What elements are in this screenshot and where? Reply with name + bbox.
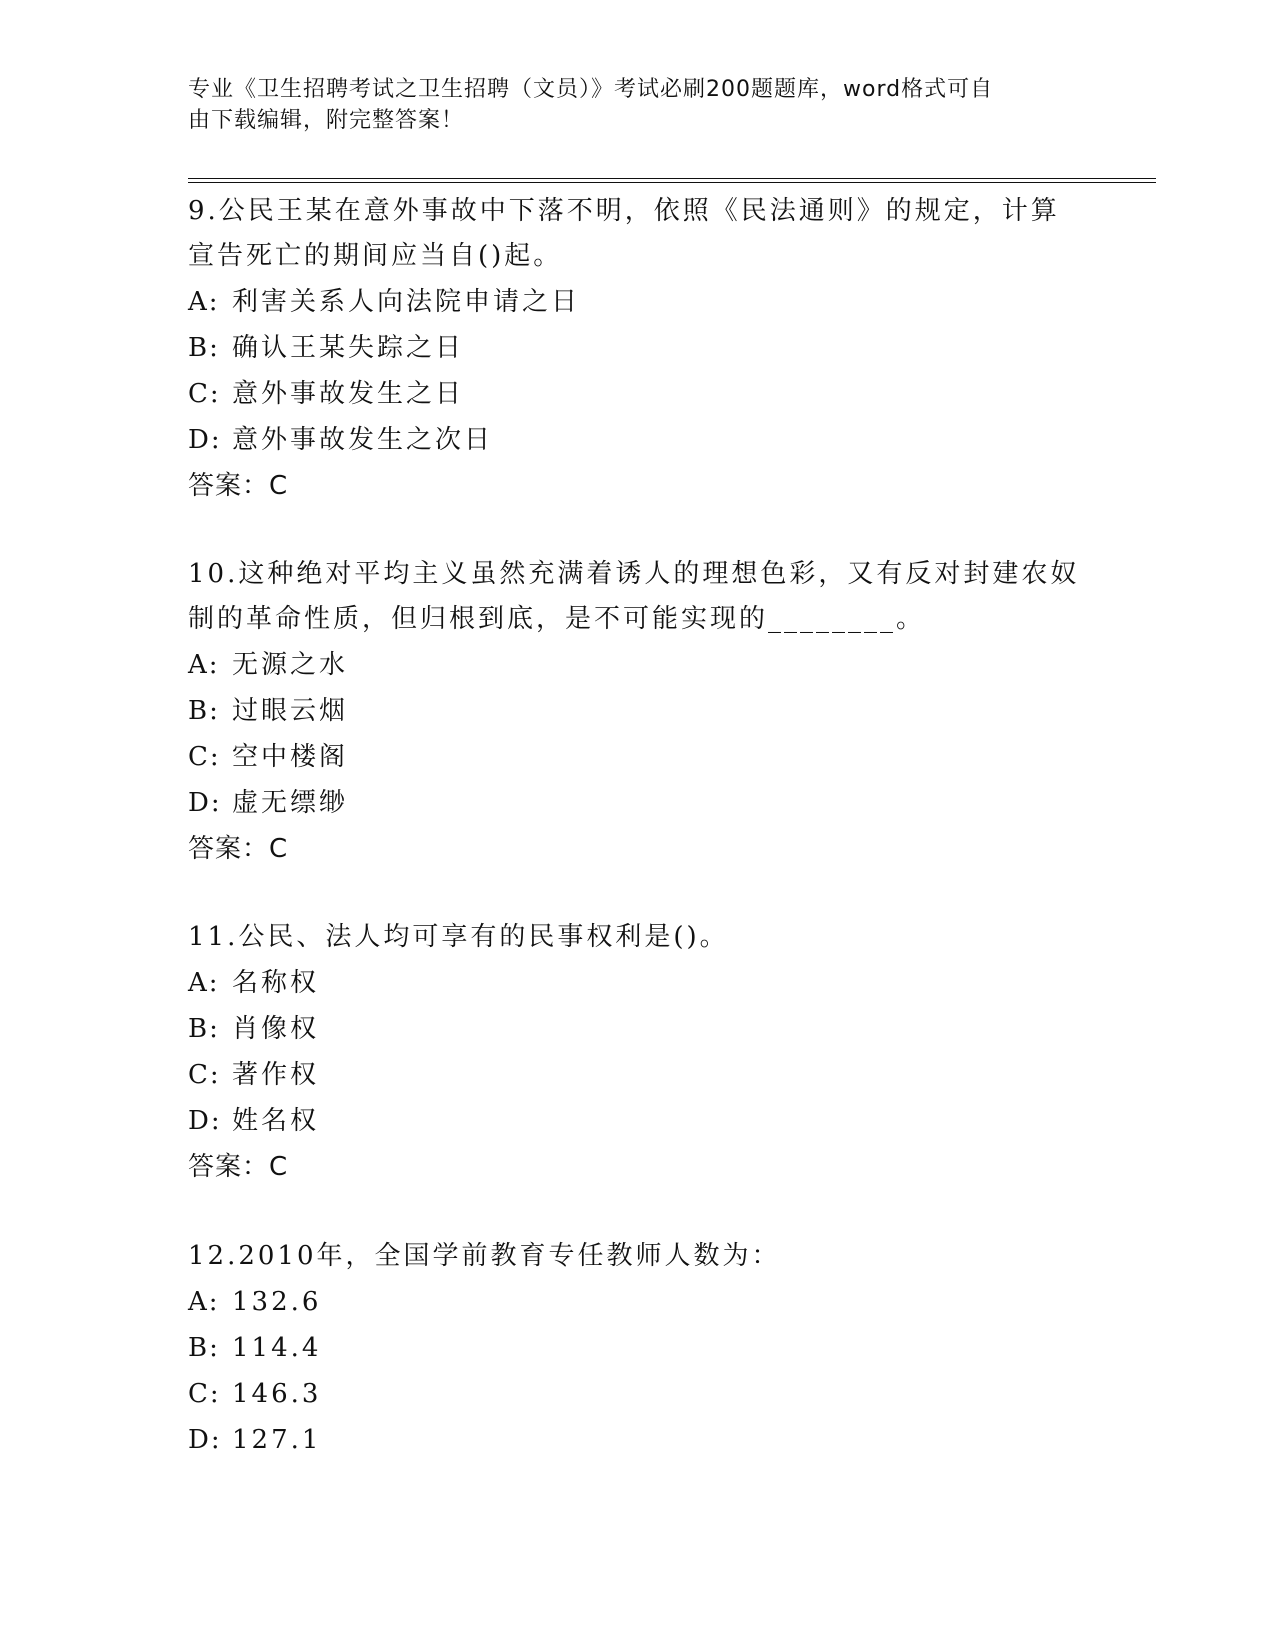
option-a	[188, 1279, 1088, 1325]
option-b	[188, 325, 1088, 371]
option-b	[188, 1325, 1088, 1371]
option-letter: D:	[188, 788, 222, 818]
option-letter: C:	[188, 742, 221, 772]
question-12	[188, 1234, 1088, 1463]
option-text: 146.3	[232, 1379, 322, 1409]
option-letter: B:	[188, 1333, 220, 1363]
option-b	[188, 688, 1088, 734]
option-letter: B:	[188, 333, 220, 363]
option-letter: B:	[188, 696, 220, 726]
option-text: 确认王某失踪之日	[232, 333, 465, 363]
option-a	[188, 642, 1088, 688]
question-text-line: 宣告死亡的期间应当自()起。	[188, 241, 563, 271]
option-text: 虚无缥缈	[232, 788, 349, 818]
option-a	[188, 279, 1088, 325]
question-9	[188, 189, 1088, 509]
option-text: 著作权	[232, 1060, 320, 1090]
option-letter: A:	[188, 1287, 220, 1317]
option-letter: A:	[188, 650, 220, 680]
option-letter: D:	[188, 425, 222, 455]
question-10	[188, 552, 1088, 872]
option-text: 姓名权	[232, 1106, 320, 1136]
option-d	[188, 417, 1088, 463]
option-text: 意外事故发生之日	[232, 379, 465, 409]
header-line-1: 专业《卫生招聘考试之卫生招聘（文员）》考试必刷200题题库，word格式可自	[188, 77, 994, 102]
option-text: 肖像权	[232, 1014, 320, 1044]
header-divider-bottom	[188, 182, 1156, 183]
answer-text: 答案：C	[188, 834, 289, 864]
header-line-2: 由下载编辑，附完整答案！	[188, 108, 465, 133]
option-text: 无源之水	[232, 650, 349, 680]
option-c	[188, 1371, 1088, 1417]
option-letter: D:	[188, 1425, 222, 1455]
option-text: 127.1	[232, 1425, 322, 1455]
option-d	[188, 1417, 1088, 1463]
option-letter: C:	[188, 1379, 221, 1409]
question-text-line: 12.2010年，全国学前教育专任教师人数为：	[188, 1241, 781, 1271]
option-text: 意外事故发生之次日	[232, 425, 494, 455]
option-text: 空中楼阁	[232, 742, 349, 772]
option-letter: C:	[188, 1060, 221, 1090]
header-divider-top	[188, 178, 1156, 179]
option-text: 过眼云烟	[232, 696, 349, 726]
option-c	[188, 371, 1088, 417]
question-text-line: 10.这种绝对平均主义虽然充满着诱人的理想色彩，又有反对封建农奴	[188, 559, 1080, 589]
option-text: 132.6	[232, 1287, 322, 1317]
option-text: 利害关系人向法院申请之日	[232, 287, 581, 317]
option-letter: C:	[188, 379, 221, 409]
option-c	[188, 734, 1088, 780]
answer-text: 答案：C	[188, 1152, 289, 1182]
question-text-line: 11.公民、法人均可享有的民事权利是()。	[188, 922, 729, 952]
question-text-line: 制的革命性质，但归根到底，是不可能实现的________。	[188, 604, 926, 634]
option-letter: A:	[188, 968, 220, 998]
option-d	[188, 780, 1088, 826]
question-11	[188, 915, 1088, 1190]
option-letter: B:	[188, 1014, 220, 1044]
option-c	[188, 1052, 1088, 1098]
option-text: 114.4	[232, 1333, 322, 1363]
document-header	[188, 74, 1068, 136]
option-a	[188, 960, 1088, 1006]
question-text-line: 9.公民王某在意外事故中下落不明，依照《民法通则》的规定，计算	[188, 196, 1060, 226]
option-letter: D:	[188, 1106, 222, 1136]
option-text: 名称权	[232, 968, 320, 998]
answer-text: 答案：C	[188, 471, 289, 501]
option-d	[188, 1098, 1088, 1144]
option-letter: A:	[188, 287, 220, 317]
option-b	[188, 1006, 1088, 1052]
